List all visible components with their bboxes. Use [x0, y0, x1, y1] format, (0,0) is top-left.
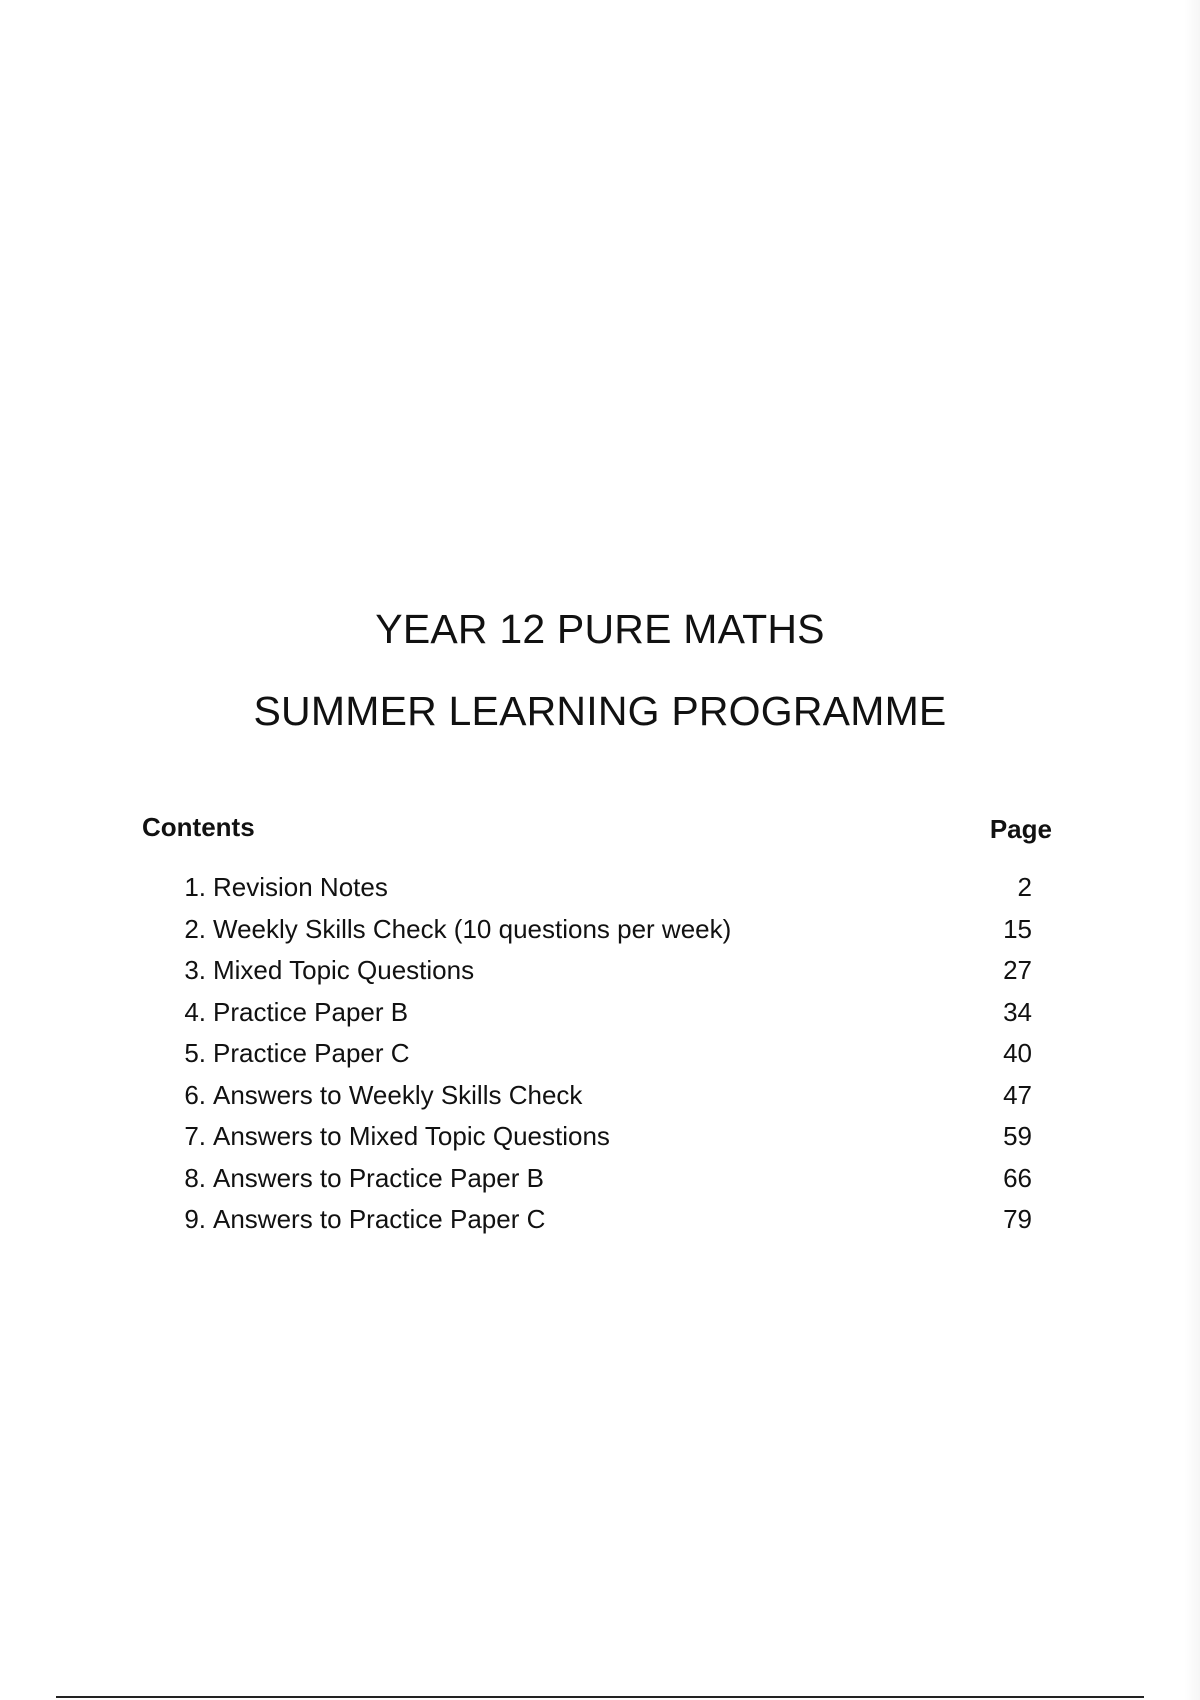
toc-item-page: 59: [1003, 1121, 1032, 1151]
toc-item-number: 5.: [184, 1038, 206, 1068]
toc-item-label: Practice Paper B: [213, 996, 409, 1027]
toc-item-label: Answers to Practice Paper B: [213, 1162, 544, 1193]
bottom-rule: [56, 1696, 1144, 1698]
toc-item: [176, 867, 1032, 909]
toc-item: [176, 992, 1032, 1034]
toc-item-label: Practice Paper C: [213, 1038, 410, 1068]
toc-item-number: 4.: [184, 996, 206, 1027]
contents-header: [142, 812, 1052, 852]
toc-item-page: 66: [1003, 1162, 1032, 1193]
toc-item: [176, 950, 1032, 992]
toc-item-number: 9.: [184, 1204, 206, 1234]
toc-item: [176, 909, 1032, 951]
toc-item-page: 34: [1003, 996, 1032, 1027]
toc-item-page: 79: [1003, 1204, 1032, 1234]
toc-item-label: Revision Notes: [213, 872, 388, 902]
toc-item-page: 2: [1017, 872, 1032, 902]
toc-item-page: 27: [1003, 955, 1032, 985]
toc-item-page: 40: [1003, 1038, 1032, 1068]
toc-item: [176, 1033, 1032, 1075]
contents-heading: Contents: [142, 812, 255, 842]
toc-item-label: Answers to Weekly Skills Check: [213, 1079, 583, 1110]
toc-item-label: Weekly Skills Check (10 questions per week): [213, 913, 732, 944]
toc-item-label: Answers to Mixed Topic Questions: [213, 1121, 610, 1151]
title-line-1: YEAR 12 PURE MATHS: [375, 606, 825, 652]
title-block: [0, 588, 1200, 752]
toc-item-number: 1.: [184, 872, 206, 902]
toc-item-page: 47: [1003, 1079, 1032, 1110]
toc-item: [176, 1116, 1032, 1158]
toc-item-number: 6.: [184, 1079, 206, 1110]
toc-item-number: 2.: [184, 913, 206, 944]
toc-item-number: 7.: [184, 1121, 206, 1151]
toc-item: [176, 1075, 1032, 1117]
scan-edge-shadow: [1184, 0, 1200, 1700]
toc-item: [176, 1199, 1032, 1241]
page-column-heading: Page: [989, 814, 1052, 844]
title-line-2: SUMMER LEARNING PROGRAMME: [253, 688, 947, 734]
toc-item-label: Mixed Topic Questions: [213, 955, 475, 985]
toc-item: [176, 1158, 1032, 1200]
toc-item-page: 15: [1003, 913, 1032, 944]
toc-item-number: 8.: [184, 1162, 206, 1193]
toc-item-label: Answers to Practice Paper C: [213, 1204, 546, 1234]
table-of-contents: [176, 867, 1032, 1241]
toc-item-number: 3.: [184, 955, 206, 985]
